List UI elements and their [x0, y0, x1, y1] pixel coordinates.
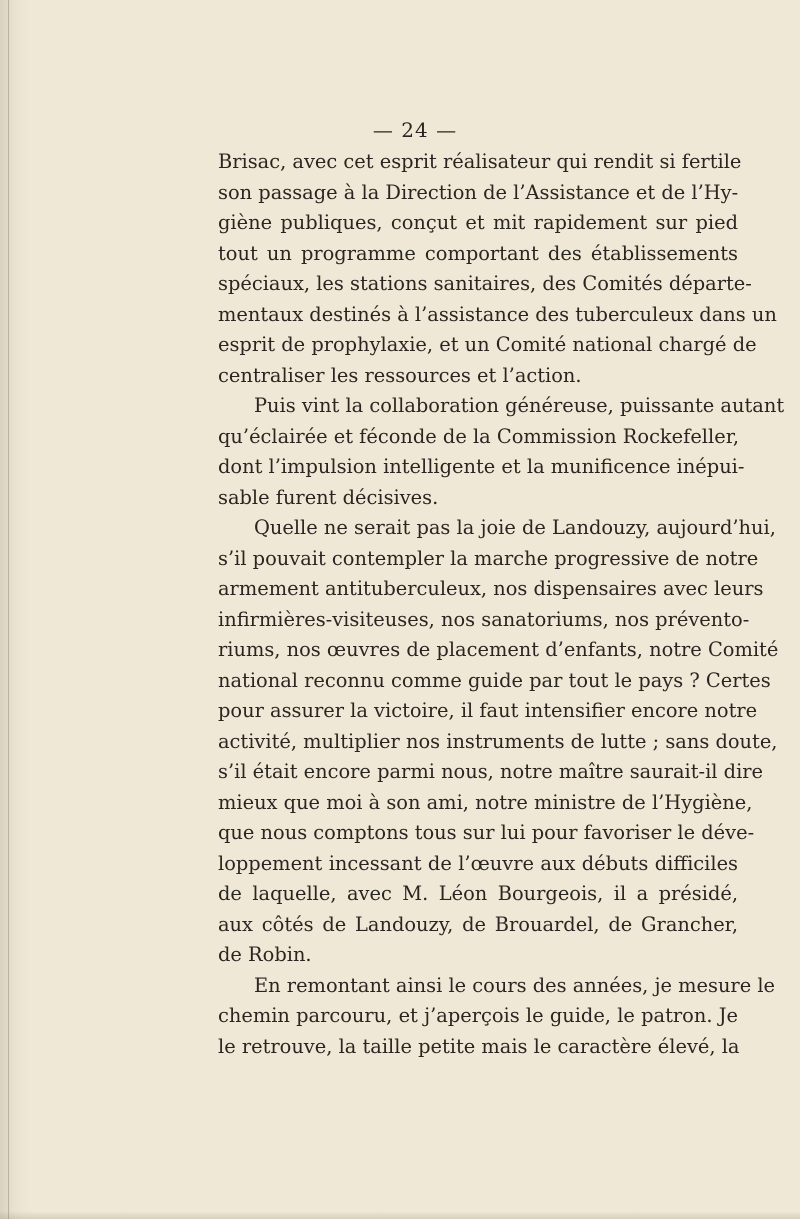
text-line: pour assurer la victoire, il faut intensifier encore notre	[218, 699, 758, 722]
text-line: s’il était encore parmi nous, notre maître saurait-il dire	[218, 760, 764, 783]
text-line: mieux que moi à son ami, notre ministre de l’Hygiène,	[218, 790, 753, 814]
text-line: infirmières-visiteuses, nos sanatoriums, nos prévento-	[218, 607, 750, 631]
text-line: qu’éclairée et féconde de la Commission Rockefeller,	[218, 424, 739, 448]
text-line: armement antituberculeux, nos dispensaires avec leurs	[218, 577, 764, 600]
page-gutter	[8, 0, 9, 1219]
text-line: que nous comptons tous sur lui pour favoriser le déve-	[218, 821, 755, 844]
page-bottom-edge	[0, 1211, 800, 1219]
text-line: En remontant ainsi le cours des années, je mesure le	[254, 973, 776, 997]
text-line: loppement incessant de l’œuvre aux débuts difficiles	[218, 851, 738, 875]
text-line: de laquelle, avec M. Léon Bourgeois, il a présidé,	[218, 882, 738, 905]
text-line: giène publiques, conçut et mit rapidement sur pied	[218, 211, 738, 234]
body-text	[218, 147, 785, 1062]
text-line: chemin parcouru, et j’aperçois le guide, le patron. Je	[218, 1004, 738, 1027]
text-line: de Robin.	[218, 943, 312, 966]
text-line: Brisac, avec cet esprit réalisateur qui rendit si fertile	[218, 150, 742, 173]
text-line: mentaux destinés à l’assistance des tuberculeux dans un	[218, 302, 777, 326]
text-line: centraliser les ressources et l’action.	[218, 363, 582, 387]
text-line: national reconnu comme guide par tout le pays ? Certes	[218, 668, 771, 692]
text-line: activité, multiplier nos instruments de lutte ; sans doute,	[218, 729, 778, 753]
text-line: dont l’impulsion intelligente et la munificence inépui-	[218, 455, 745, 478]
text-line: spéciaux, les stations sanitaires, des Comités départe-	[218, 272, 752, 295]
text-line: son passage à la Direction de l’Assistance et de l’Hy-	[218, 180, 739, 204]
text-line: aux côtés de Landouzy, de Brouardel, de Grancher,	[218, 912, 738, 936]
text-line: sable furent décisives.	[218, 485, 439, 509]
text-line: s’il pouvait contempler la marche progressive de notre	[218, 546, 759, 570]
text-line: tout un programme comportant des établissements	[218, 241, 738, 265]
page-number: — 24 —	[372, 118, 458, 142]
text-line: riums, nos œuvres de placement d’enfants, notre Comité	[218, 638, 779, 661]
text-line: le retrouve, la taille petite mais le caractère élevé, la	[218, 1034, 740, 1058]
text-line: Quelle ne serait pas la joie de Landouzy, aujourd’hui,	[254, 516, 776, 539]
text-line: Puis vint la collaboration généreuse, puissante autant	[254, 394, 785, 417]
text-line: esprit de prophylaxie, et un Comité national chargé de	[218, 333, 757, 356]
